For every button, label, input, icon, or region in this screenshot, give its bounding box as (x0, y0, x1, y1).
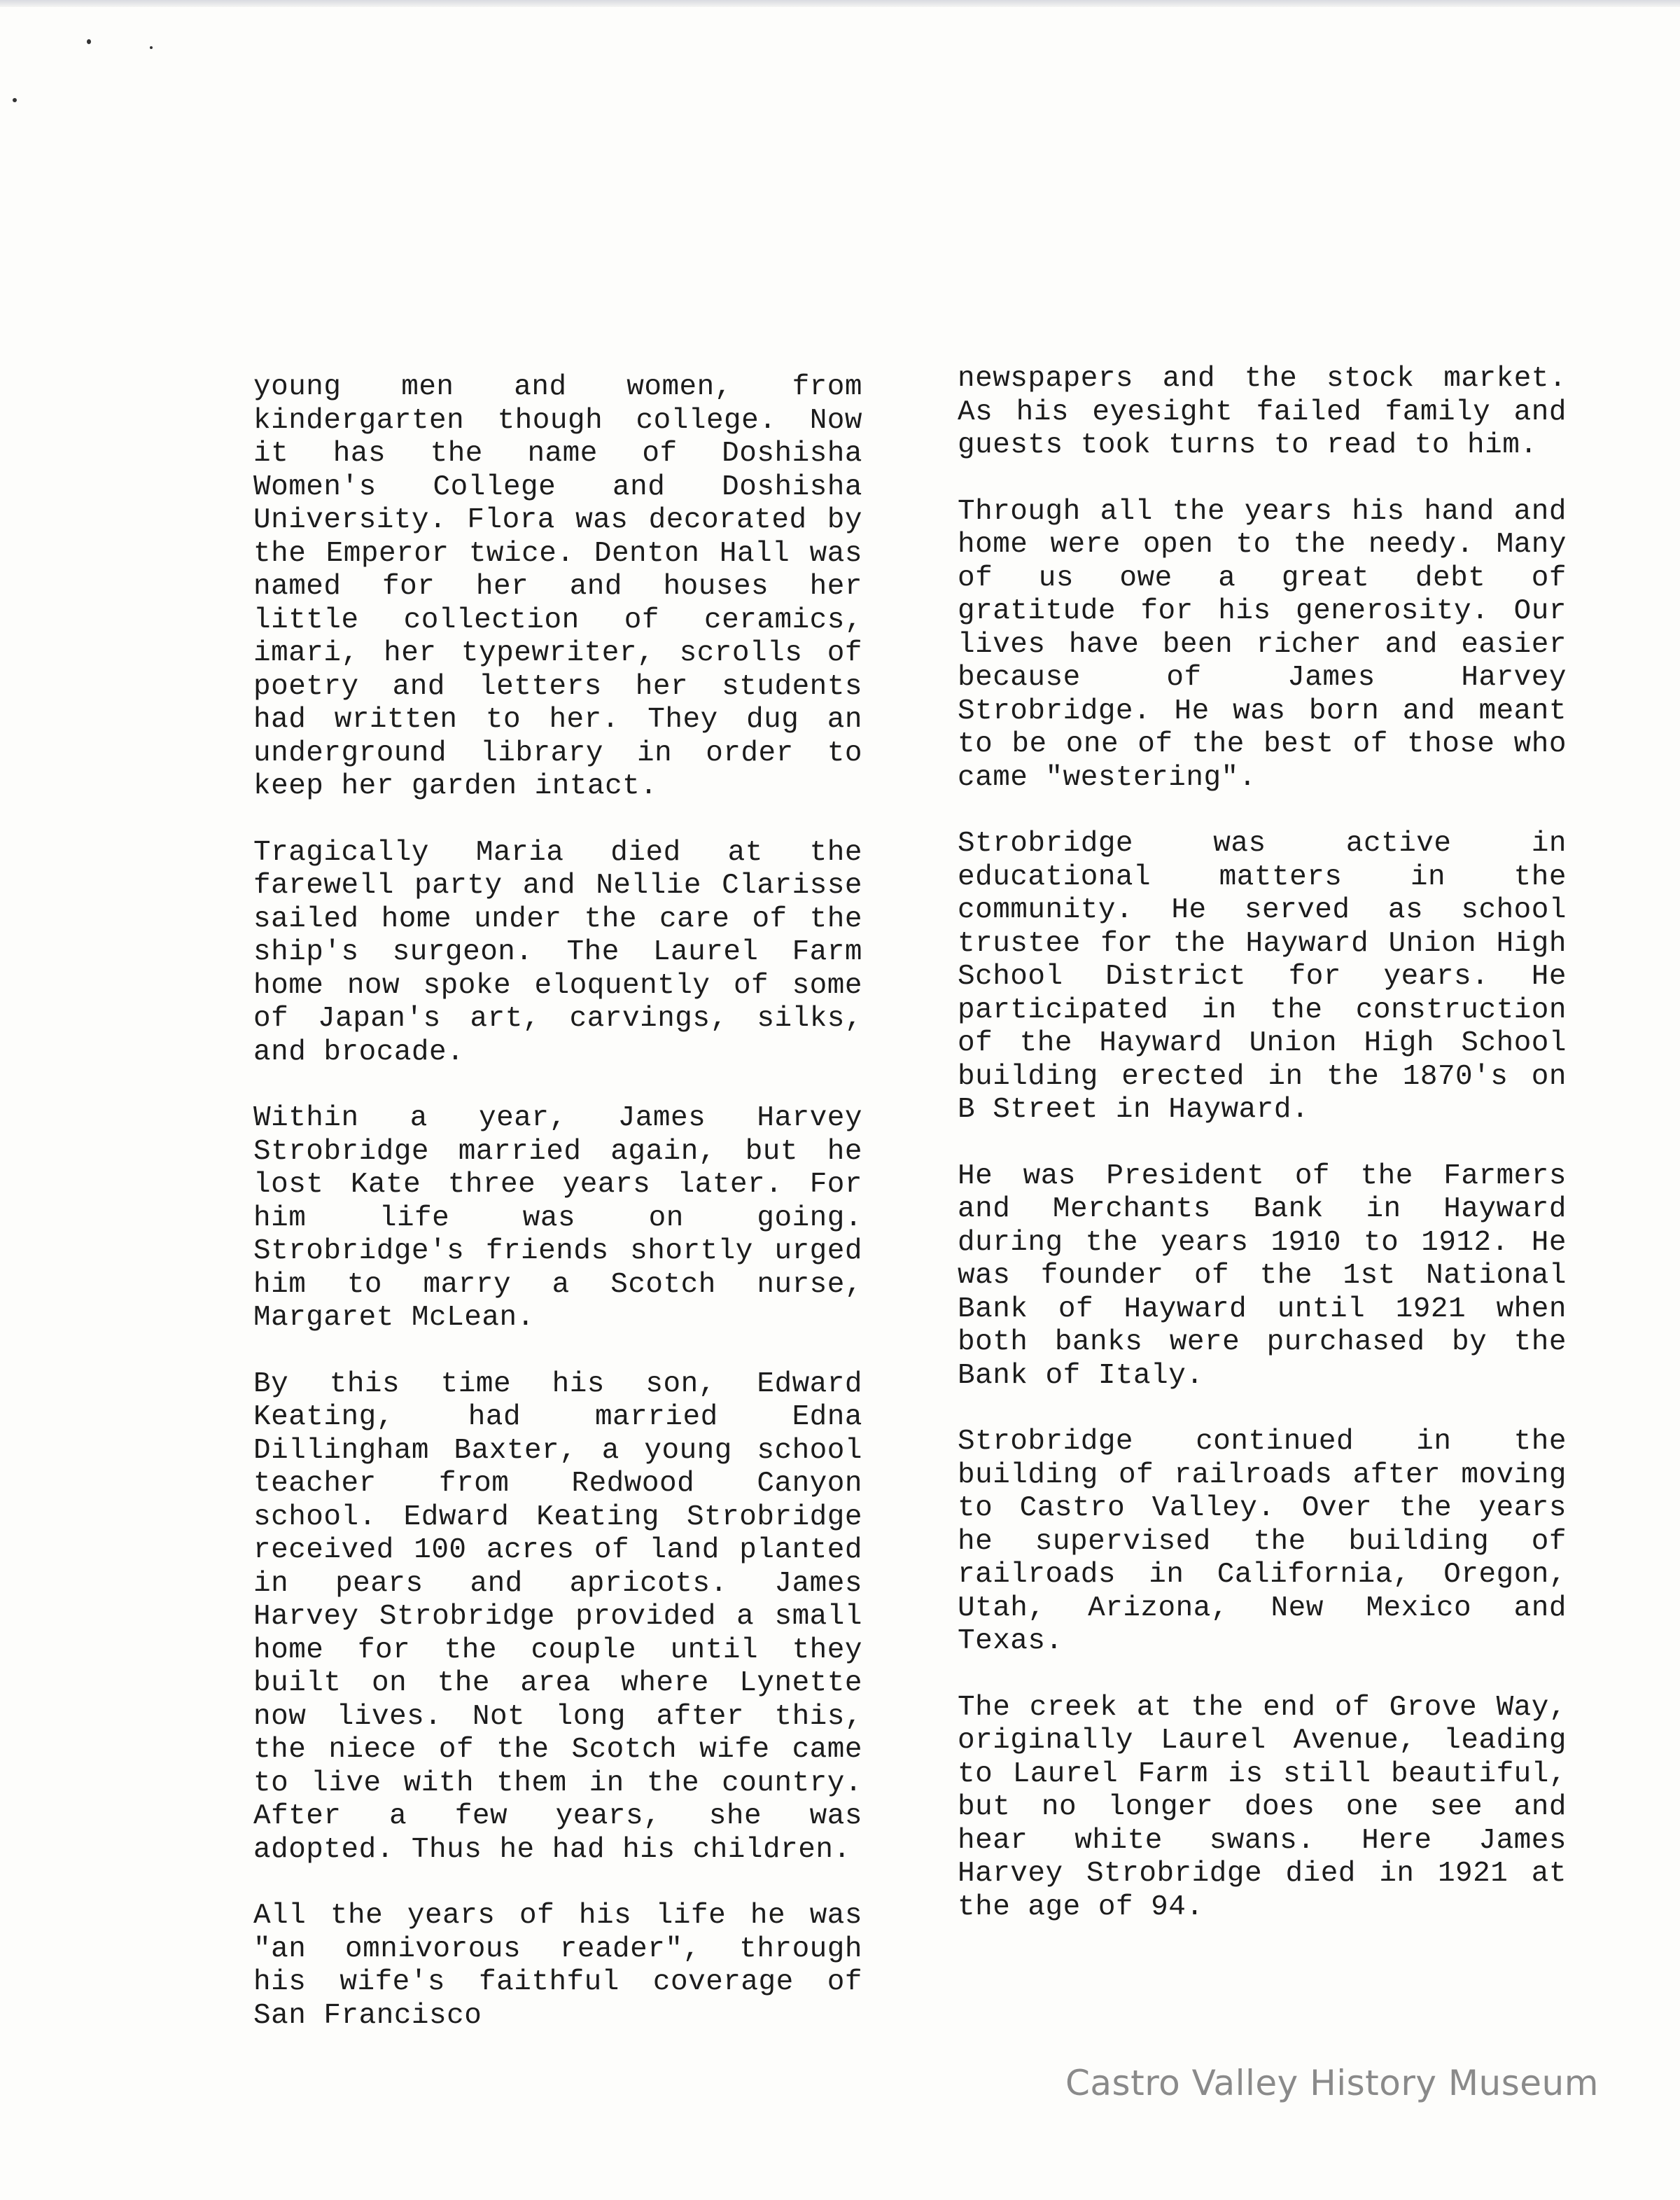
paragraph: By this time his son, Edward Keating, had married Edna Dillingham Baxter, a young school teacher from Redwood Canyon school. Edward Keating Strobridge received 100 acres of land planted in pears and apricots. James Harvey Strobridge provided a small home for the couple until they built on the area where Lynette now lives. Not long after this, the niece of the Scotch wife came to live with them in the country. After a few years, she was adopted. Thus he had his children. (253, 1367, 862, 1866)
paragraph: He was President of the Farmers and Merchants Bank in Hayward during the years 1910 to 1912. He was founder of the 1st National Bank of Hayward until 1921 when both banks were purchased by the Bank of Italy. (958, 1160, 1567, 1392)
scan-speck (13, 98, 17, 102)
paragraph: Strobridge continued in the building of railroads after moving to Castro Valley. Over the years he supervised the building of railroads in California, Oregon, Utah, Arizona, New Mexico and Texas. (958, 1426, 1567, 1657)
right-column (958, 363, 1567, 1957)
scan-top-edge (0, 0, 1680, 7)
paragraph: Within a year, James Harvey Strobridge married again, but he lost Kate three years later. For him life was on going. Strobridge's friends shortly urged him to marry a Scotch nurse, Margaret McLean. (253, 1102, 862, 1334)
paragraph: Tragically Maria died at the farewell party and Nellie Clarisse sailed home under the care of the ship's surgeon. The Laurel Farm home now spoke eloquently of some of Japan's art, carvings, silks, and brocade. (253, 836, 862, 1068)
scan-speck (150, 46, 153, 49)
paragraph: The creek at the end of Grove Way, originally Laurel Avenue, leading to Laurel Farm is still beautiful, but no longer does one see and hear white swans. Here James Harvey Strobridge died in 1921 at the age of 94. (958, 1691, 1567, 1923)
paragraph: young men and women, from kindergarten though college. Now it has the name of Doshisha Women's College and Doshisha University. Flora was decorated by the Emperor twice. Denton Hall was named for her and houses her little collection of ceramics, imari, her typewriter, scrolls of poetry and letters her students had written to her. They dug an underground library in order to keep her garden intact. (253, 371, 862, 802)
paragraph: Strobridge was active in educational matters in the community. He served as school trustee for the Hayward Union High School District for years. He participated in the construction of the Hayward Union High School building erected in the 1870's on B Street in Hayward. (958, 828, 1567, 1126)
paragraph: All the years of his life he was "an omnivorous reader", through his wife's faithful coverage of San Francisco (253, 1900, 862, 2032)
left-column (253, 371, 862, 2066)
museum-watermark: Castro Valley History Museum (1065, 2063, 1599, 2103)
paragraph: Through all the years his hand and home were open to the needy. Many of us owe a great debt of gratitude for his generosity. Our lives have been richer and easier because of James Harvey Strobridge. He was born and meant to be one of the best of those who came "westering". (958, 495, 1567, 794)
scan-speck (87, 39, 91, 44)
paragraph: newspapers and the stock market. As his eyesight failed family and guests took turns to read to him. (958, 363, 1567, 461)
